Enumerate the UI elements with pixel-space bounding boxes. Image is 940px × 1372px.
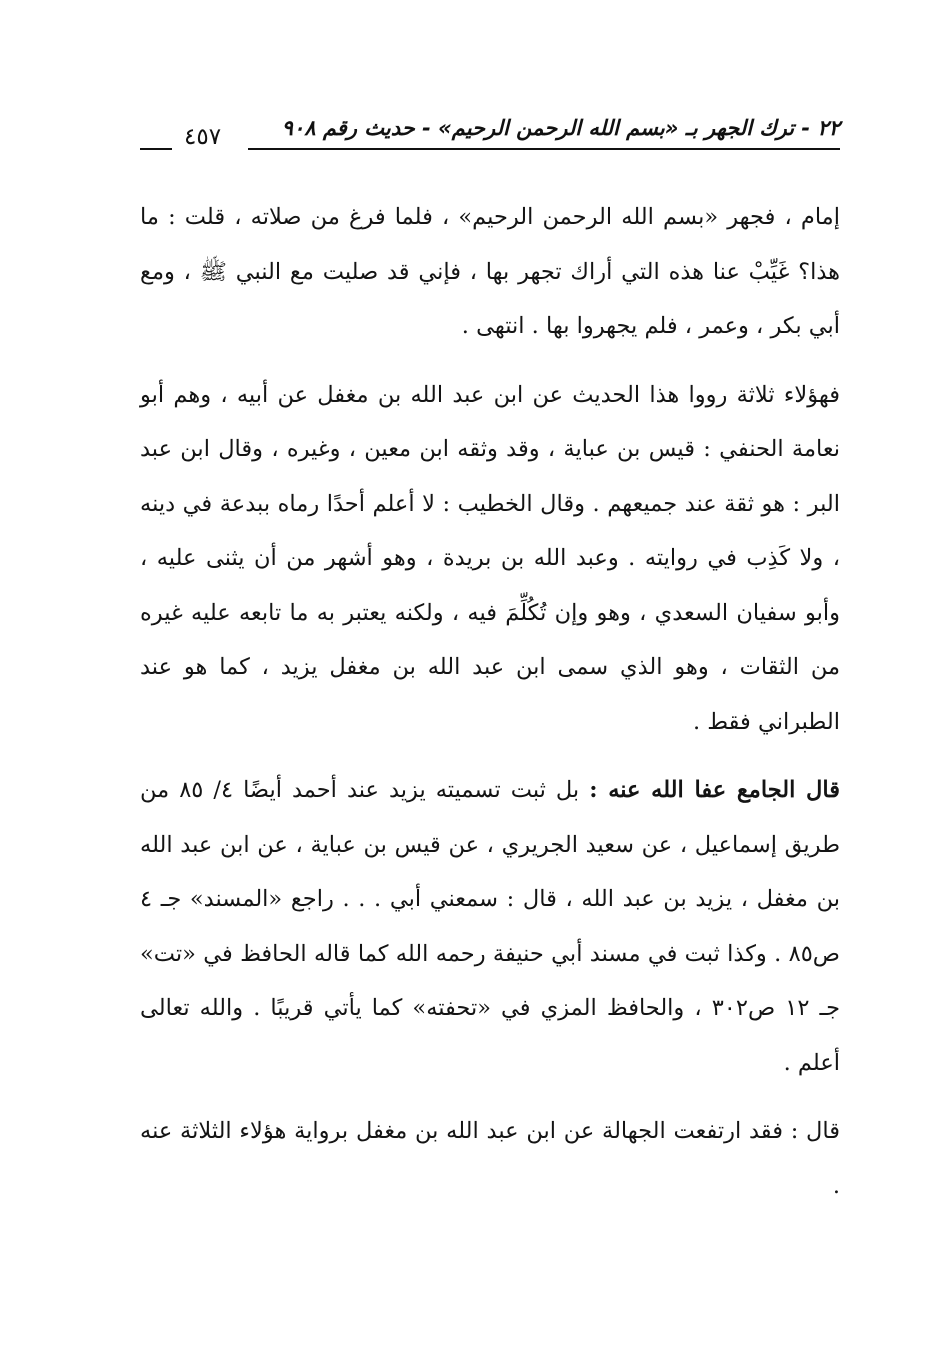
paragraph-text: إمام ، فجهر «بسم الله الرحمن الرحيم» ، فلما فرغ من صلاته ، قلت : ما هذا؟ غَيِّبْ عنا هذه التي أراك تجهر بها ، فإني قد صليت مع النبي ﷺ ، ومع أبي بكر ، وعمر ، فلم يجهروا بها . انتهى . xyxy=(140,204,840,339)
header-rule xyxy=(248,148,840,150)
paragraph-text: بل ثبت تسميته يزيد عند أحمد أيضًا ٤/ ٨٥ من طريق إسماعيل ، عن سعيد الجريري ، عن قيس بن عباية ، عن ابن عبد الله بن مغفل ، يزيد بن عبد الله ، قال : سمعني أبي . . . راجع «المسند» جـ ٤ ص٨٥ . وكذا ثبت في مسند أبي حنيفة رحمه الله كما قاله الحافظ في «تت» جـ ١٢ ص٣٠٢ ، والحافظ المزي في «تحفته» كما يأتي قريبًا . والله تعالى أعلم . xyxy=(140,777,841,1076)
page-header xyxy=(140,108,840,156)
paragraph-4 xyxy=(140,1104,840,1213)
paragraph-lead: قال الجامع عفا الله عنه : xyxy=(589,777,840,803)
paragraph-3 xyxy=(140,763,840,1090)
paragraph-text: فهؤلاء ثلاثة رووا هذا الحديث عن ابن عبد الله بن مغفل عن أبيه ، وهم أبو نعامة الحنفي : قيس بن عباية ، وقد وثقه ابن معين ، وغيره ، وقال ابن عبد البر : هو ثقة عند جميعهم . وقال الخطيب : لا أعلم أحدًا رماه ببدعة في دينه ، ولا كَذِب في روايته . وعبد الله بن بريدة ، وهو أشهر من أن يثنى عليه ، وأبو سفيان السعدي ، وهو وإن تُكُلِّمَ فيه ، ولكنه يعتبر به ما تابعه عليه غيره من الثقات ، وهو الذي سمى ابن عبد الله بن مغفل يزيد ، كما هو عند الطبراني فقط . xyxy=(140,381,840,735)
paragraph-2 xyxy=(140,368,840,750)
page-number: ٤٥٧ xyxy=(184,124,222,150)
body-text xyxy=(140,190,840,1213)
paragraph-text: قال : فقد ارتفعت الجهالة عن ابن عبد الله بن مغفل برواية هؤلاء الثلاثة عنه . xyxy=(140,1118,840,1199)
running-title: ٢٢ - ترك الجهر بـ «بسم الله الرحمن الرحيم» - حديث رقم ٩٠٨ xyxy=(281,116,840,140)
paragraph-1 xyxy=(140,190,840,354)
header-rule-short xyxy=(140,148,172,150)
